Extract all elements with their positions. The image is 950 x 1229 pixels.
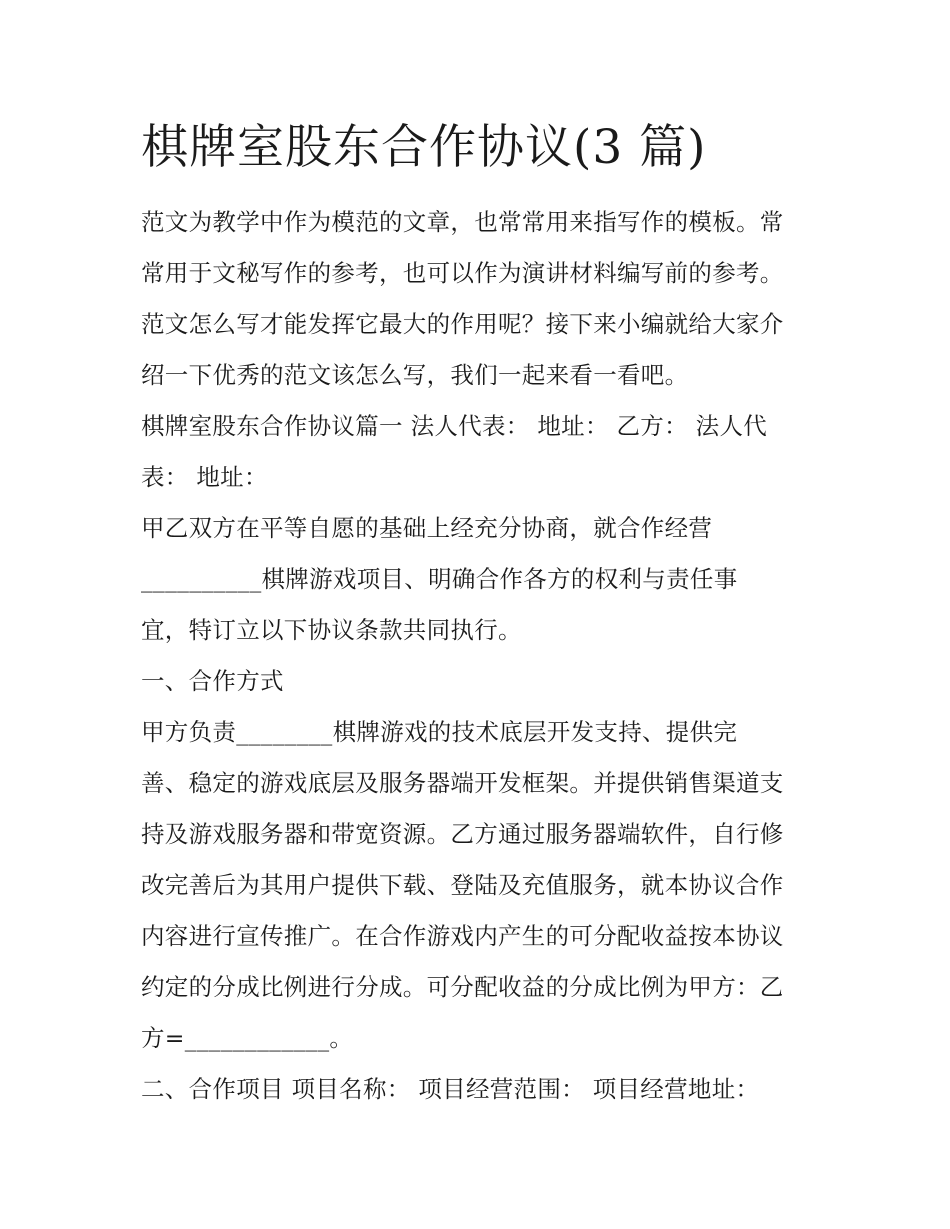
- paragraph-line: 改完善后为其用户提供下载、登陆及充值服务，就本协议合作: [141, 871, 784, 899]
- paragraph-line: 棋牌室股东合作协议篇一 法人代表： 地址： 乙方： 法人代: [141, 412, 768, 440]
- paragraph-line: 约定的分成比例进行分成。可分配收益的分成比例为甲方：乙: [141, 973, 784, 1001]
- section-heading: 一、合作方式: [141, 667, 284, 695]
- paragraph-line: 常用于文秘写作的参考，也可以作为演讲材料编写前的参考。: [141, 259, 784, 287]
- paragraph-line: 表： 地址：: [141, 463, 268, 491]
- paragraph-line: 绍一下优秀的范文该怎么写，我们一起来看一看吧。: [141, 361, 689, 389]
- paragraph-line: 内容进行宣传推广。在合作游戏内产生的可分配收益按本协议: [141, 922, 784, 950]
- paragraph-line: 宜，特订立以下协议条款共同执行。: [141, 616, 522, 644]
- section-heading: 二、合作项目 项目名称： 项目经营范围： 项目经营地址：: [141, 1075, 760, 1103]
- paragraph-line: 方=____________。: [141, 1024, 354, 1052]
- paragraph-line: 善、稳定的游戏底层及服务器端开发框架。并提供销售渠道支: [141, 769, 784, 797]
- document-title: 棋牌室股东合作协议(3 篇): [141, 120, 707, 175]
- paragraph-line: 持及游戏服务器和带宽资源。乙方通过服务器端软件，自行修: [141, 820, 784, 848]
- paragraph-line: __________棋牌游戏项目、明确合作各方的权利与责任事: [141, 565, 738, 593]
- paragraph-line: 甲方负责________棋牌游戏的技术底层开发支持、提供完: [141, 718, 738, 746]
- paragraph-line: 范文怎么写才能发挥它最大的作用呢？接下来小编就给大家介: [141, 310, 784, 338]
- paragraph-line: 甲乙双方在平等自愿的基础上经充分协商，就合作经营: [141, 514, 713, 542]
- paragraph-line: 范文为教学中作为模范的文章，也常常用来指写作的模板。常: [141, 208, 784, 236]
